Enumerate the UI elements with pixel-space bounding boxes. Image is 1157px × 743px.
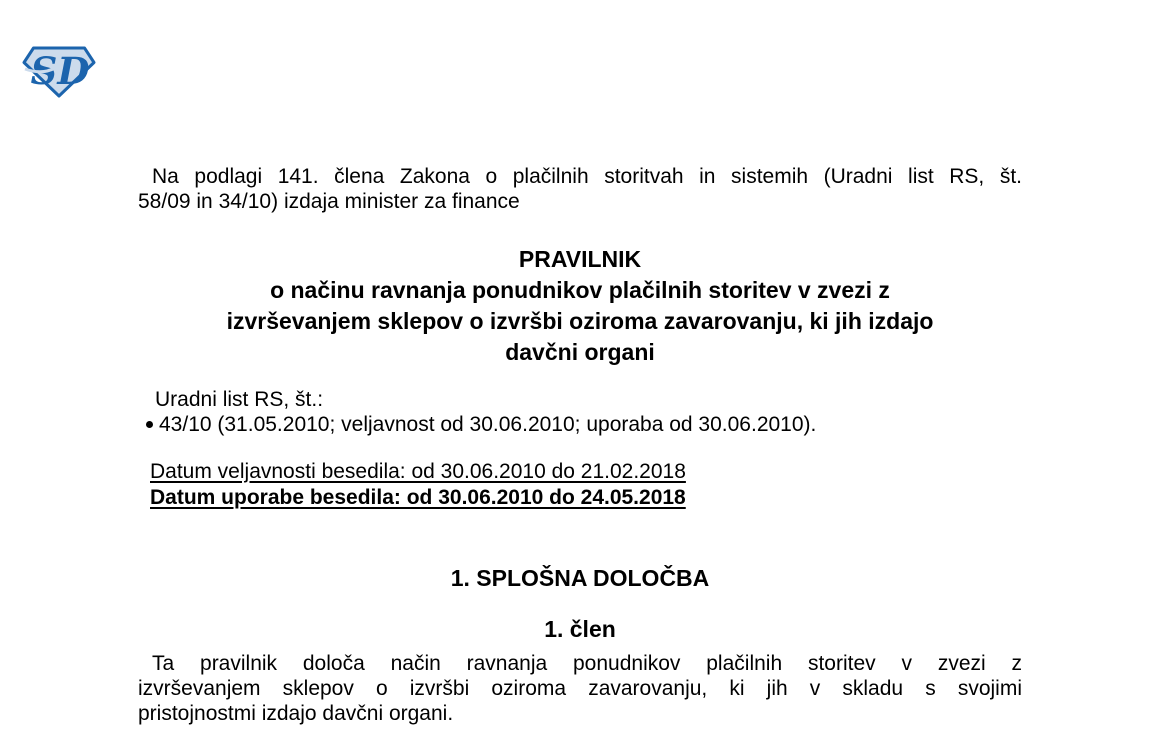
section-heading: 1. SPLOŠNA DOLOČBA bbox=[450, 565, 710, 591]
validity-effective-line: Datum veljavnosti besedila: od 30.06.2010 do 21.02.2018 bbox=[150, 460, 686, 483]
validity-application-line: Datum uporabe besedila: od 30.06.2010 do 24.05.2018 bbox=[150, 486, 686, 509]
bullet-icon bbox=[146, 421, 153, 428]
title-line: o načinu ravnanja ponudnikov plačilnih storitev v zvezi z bbox=[270, 277, 890, 303]
title-line: izvrševanjem sklepov o izvršbi oziroma zavarovanju, ki jih izdajo bbox=[226, 308, 934, 334]
intro-line: 58/09 in 34/10) izdaja minister za finance bbox=[138, 190, 520, 213]
gazette-item-text: 43/10 (31.05.2010; veljavnost od 30.06.2010; uporaba od 30.06.2010). bbox=[159, 413, 817, 436]
article-line: pristojnostmi izdajo davčni organi. bbox=[138, 702, 454, 725]
validity-dates bbox=[138, 459, 1022, 511]
gazette-label: Uradni list RS, št.: bbox=[155, 388, 324, 411]
article-line: izvrševanjem sklepov o izvršbi oziroma zavarovanju, ki jih v skladu s svojimi bbox=[138, 677, 1022, 700]
gazette-reference bbox=[138, 387, 1022, 437]
title-line: davčni organi bbox=[505, 339, 655, 365]
article-paragraph bbox=[138, 651, 1022, 726]
sd-logo-monogram: SD bbox=[30, 49, 90, 93]
sd-logo-icon bbox=[22, 46, 96, 98]
article-heading: 1. člen bbox=[544, 616, 616, 642]
intro-paragraph bbox=[138, 164, 1022, 214]
article-line: Ta pravilnik določa način ravnanja ponudnikov plačilnih storitev v zvezi z bbox=[152, 652, 1022, 675]
document-title bbox=[138, 244, 1022, 368]
sd-logo bbox=[22, 46, 96, 98]
intro-line: Na podlagi 141. člena Zakona o plačilnih storitvah in sistemih (Uradni list RS, št. bbox=[152, 165, 1022, 188]
gazette-item bbox=[138, 412, 1022, 437]
title-line: PRAVILNIK bbox=[518, 246, 642, 272]
